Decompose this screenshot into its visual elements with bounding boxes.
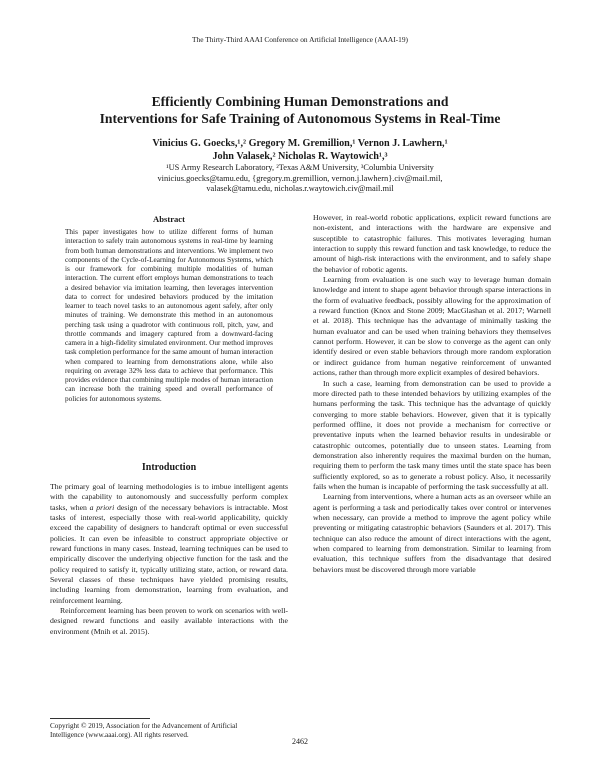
intro-p1-start: The primary goal of learning methodologies is to imbue intelligent agents with the capability to autonomously and successfully perform complex tasks, when [50,482,288,512]
introduction-heading: Introduction [141,462,197,473]
right-paragraph-2: Learning from evaluation is one such way to leverage human domain knowledge and intent to shape agent behavior through sparse interactions in the form of evaluative feedback, possibly allowing for the approximation of a reward function (Knox and Stone 2009; MacGlashan et al. 2017; Warnell et al. 2018). This technique has the advantage of minimally tasking the human evaluator and can be used when training behaviors they themselves cannot perform. However, it can be slow to converge as the agent can only identify desired or even stable behaviors through more random exploration or indirect guidance from human negative reinforcement of unwanted actions, rather than through more explicit examples of desired behaviors. [313,275,551,378]
title-line-2: Interventions for Safe Training of Autonomous Systems in Real-Time [99,111,501,126]
abstract-heading: Abstract [153,214,185,224]
copyright-line-2: Intelligence (www.aaai.org). All rights reserved. [50,731,189,740]
affiliations [60,163,540,195]
email-line-2: valasek@tamu.edu, nicholas.r.waytowich.civ@mail.mil [206,184,394,194]
right-paragraph-4: Learning from interventions, where a human acts as an overseer while an agent is performing a task and periodically takes over control or intervenes when necessary, can provide a method to improve the agent policy while preventing or mitigating catastrophic behaviors (Saunders et al. 2017). This technique can also reduce the amount of direct interactions with the agent, when compared to learning from demonstration. Similar to learning from evaluation, this technique suffers from the disadvantage that desired behaviors must be discovered through more variable [313,492,551,574]
author-list [60,137,540,163]
page-number: 2462 [292,737,308,746]
intro-paragraph-2: Reinforcement learning has been proven to work on scenarios with well-designed reward functions and easily available interactions with the environment (Mnih et al. 2015). [50,606,288,636]
authors-line-1: Vinicius G. Goecks,¹,² Gregory M. Gremillion,¹ Vernon J. Lawhern,¹ [152,138,448,149]
email-line-1: vinicius.goecks@tamu.edu, {gregory.m.gremillion, vernon.j.lawhern}.civ@mail.mil, [157,173,443,183]
footnote-rule [50,718,150,719]
introduction-body [50,482,288,637]
affiliation-line-1: ¹US Army Research Laboratory, ²Texas A&M University, ³Columbia University [166,163,434,172]
authors-line-2: John Valasek,² Nicholas R. Waytowich¹,³ [212,151,388,162]
right-column [313,213,551,575]
intro-p1-italic: a priori [89,502,115,512]
paper-title [60,93,540,127]
intro-p1-end: design of the necessary behaviors is intractable. Most tasks of interest, especially those with real-world applicability, quickly exceed the capability of designers to handcraft optimal or even successful policies. It can even be infeasible to construct appropriate objective or reward functions in many cases. Instead, learning techniques can be used to empirically discover the underlying objective function for the task and the policy required to satisfy it, typically utilizing state, action, or reward data. Several classes of these techniques have yielded promising results, including learning from demonstration, learning from evaluation, and reinforcement learning. [50,502,289,605]
abstract-text: This paper investigates how to utilize different forms of human interaction to safely train autonomous systems in real-time by learning from both human demonstrations and interventions. We implement two components of the Cycle-of-Learning for Autonomous Systems, which is our framework for combining multiple modalities of human interaction. The current effort employs human demonstrations to teach a desired behavior via imitation learning, then leverages intervention data to correct for undesired behaviors produced by the imitation learner to teach novel tasks to an autonomous agent safely, after only minutes of training. We demonstrate this method in an autonomous perching task using a quadrotor with continuous roll, pitch, yaw, and throttle commands and imagery captured from a downward-facing camera in a high-fidelity simulated environment. Our method improves task completion performance for the same amount of human interaction when compared to learning from demonstrations alone, while also requiring on average 32% less data to achieve that performance. This provides evidence that combining multiple modes of human interaction can increase both the training speed and overall performance of policies for autonomous systems. [65,228,273,403]
right-paragraph-3: In such a case, learning from demonstration can be used to provide a more directed path to these intended behaviors by utilizing examples of the humans performing the task. This technique has the advantage of quickly converging to more stable behaviors. However, given that it is typically performed offline, it does not provide a mechanism for corrective or preventative inputs when the learned behavior results in undesirable or catastrophic outcomes, potentially due to unseen states. Learning from demonstration also inherently requires the maximal burden on the human, requiring them to perform the task many times until the state space has been sufficiently explored, so as to generate a robust policy. Also, it necessarily fails when the human is incapable of performing the task successfully at all. [313,378,551,491]
copyright-line-1: Copyright © 2019, Association for the Advancement of Artificial [50,722,238,730]
title-line-1: Efficiently Combining Human Demonstrations and [151,94,449,109]
intro-paragraph-1 [50,482,288,606]
right-paragraph-1: However, in real-world robotic applications, explicit reward functions are non-existent, and interactions with the hardware are expensive and susceptible to catastrophic failures. This motivates leveraging human interaction to supply this reward function and task knowledge, to reduce the amount of high-risk interactions with the environment, and to safely shape the behavior of robotic agents. [313,213,551,274]
conference-header: The Thirty-Third AAAI Conference on Artificial Intelligence (AAAI-19) [192,35,408,44]
